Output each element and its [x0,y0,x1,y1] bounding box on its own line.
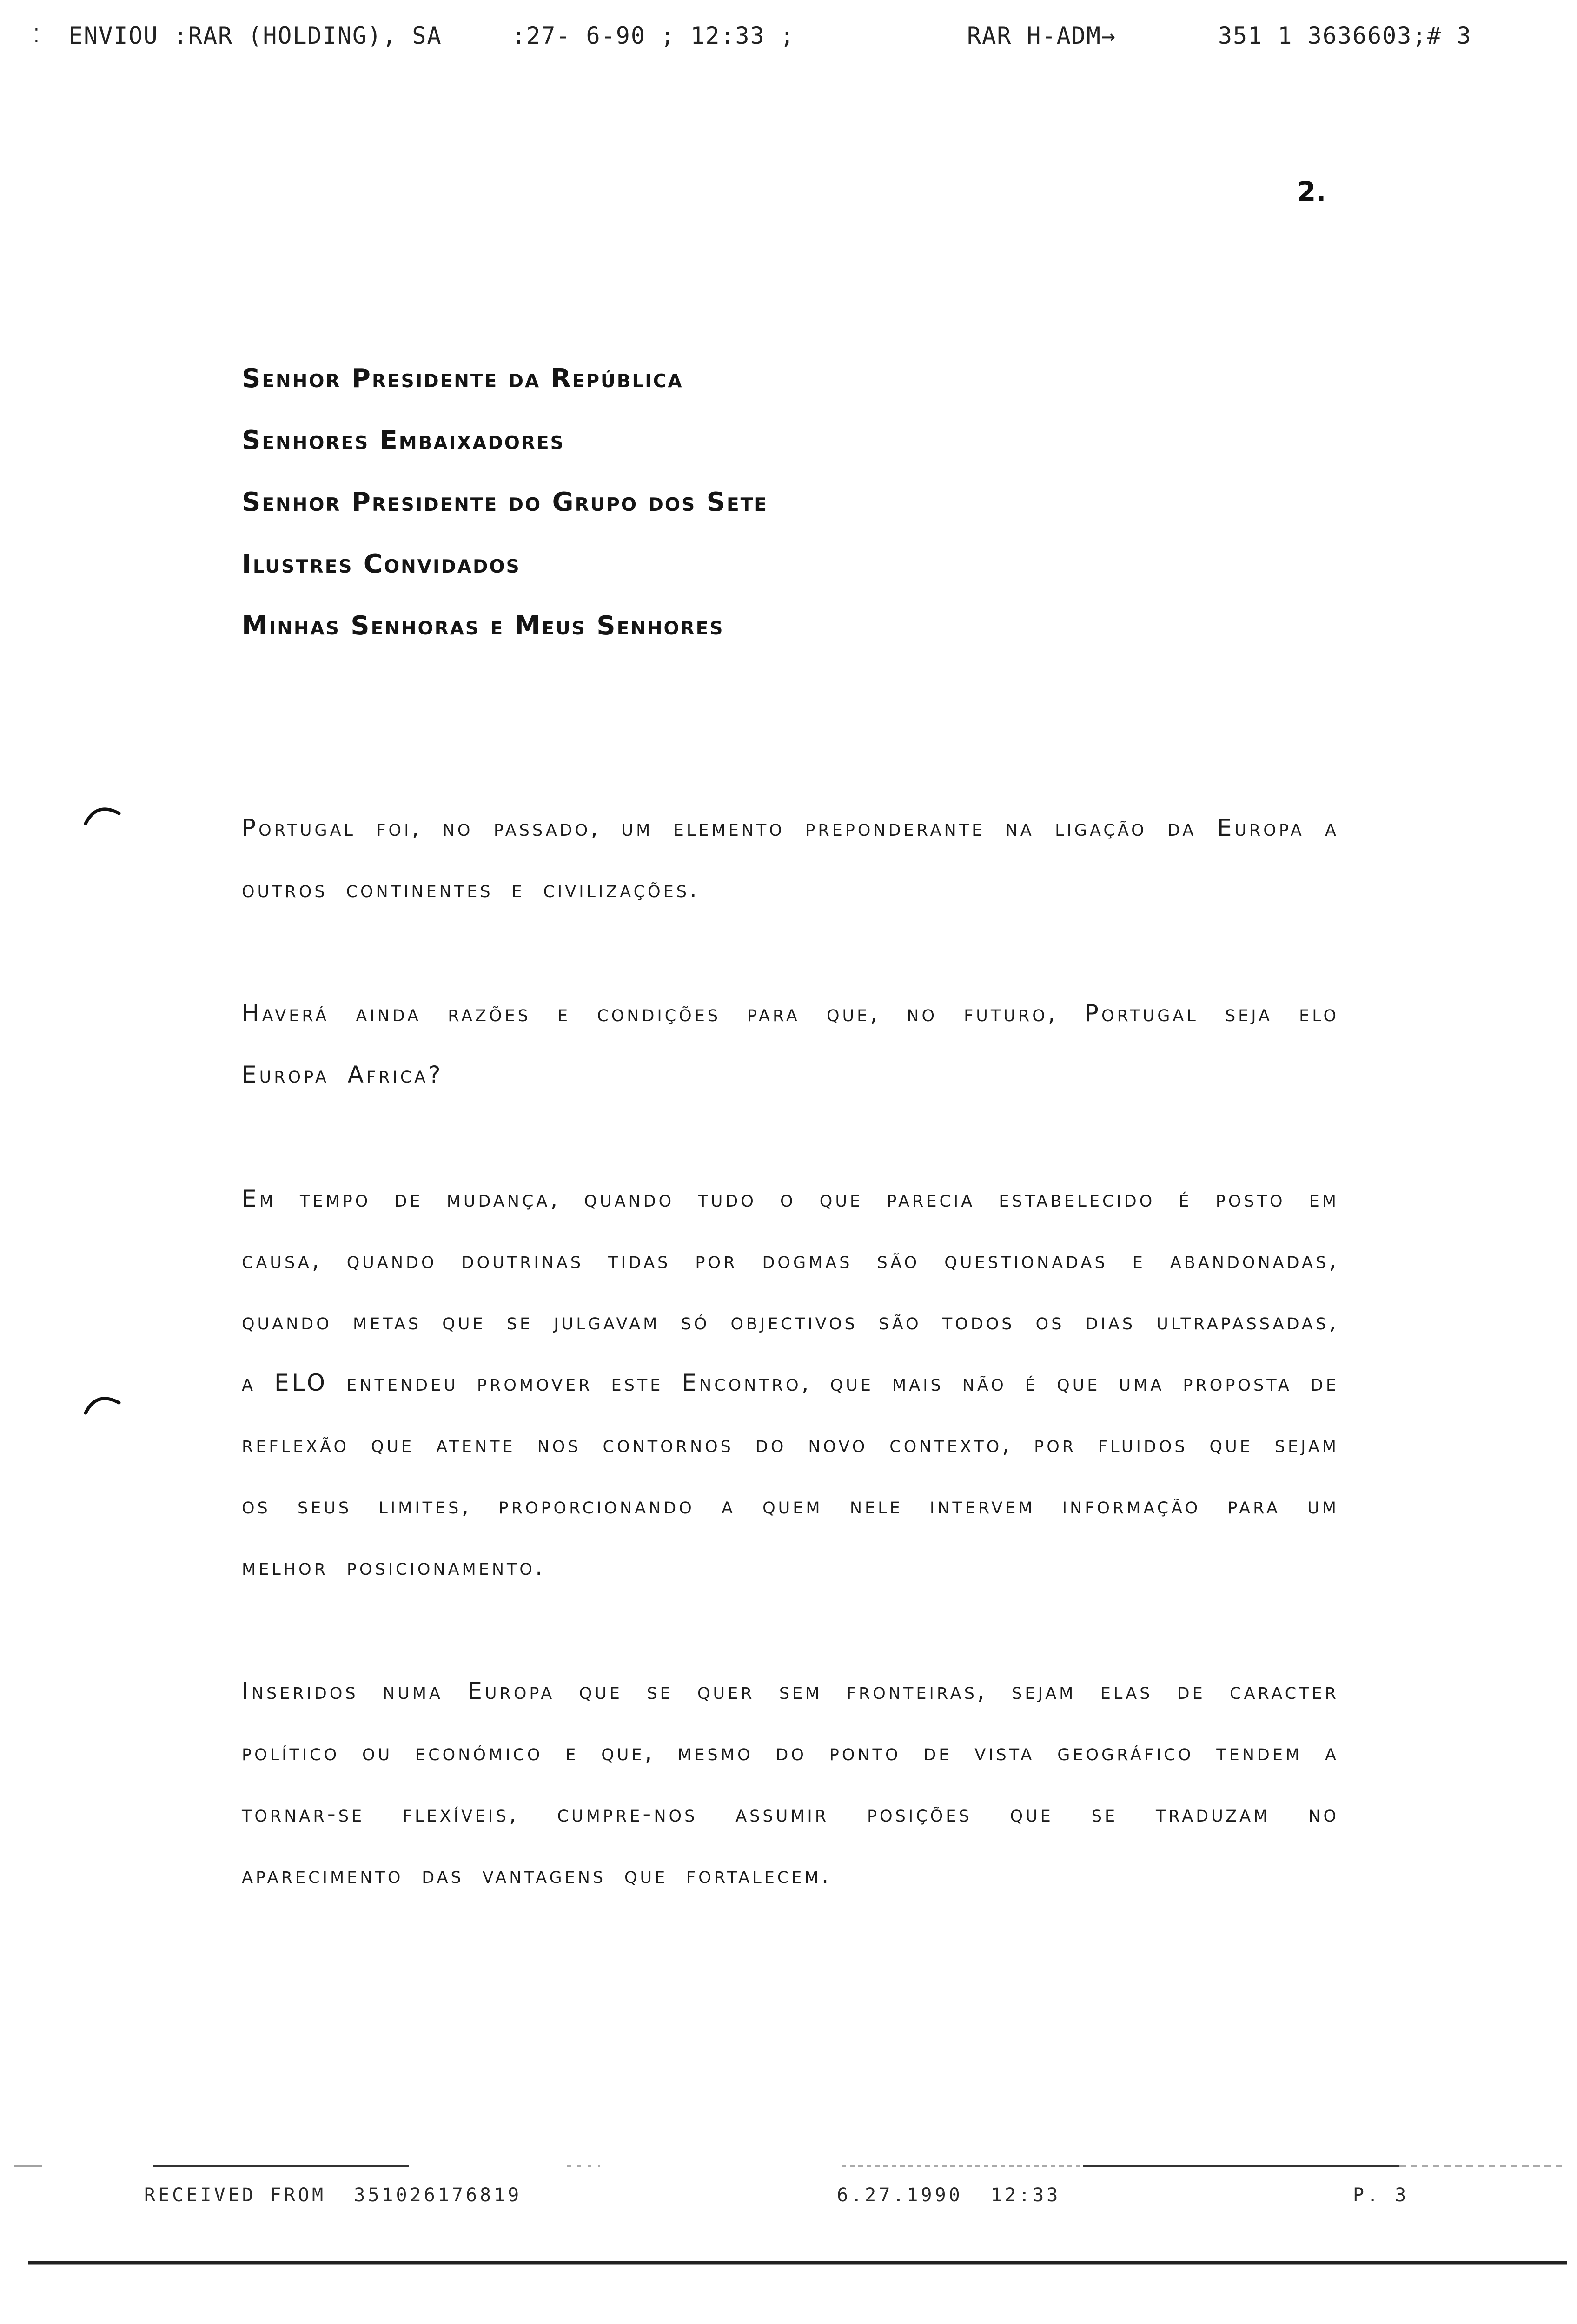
salutation-line: Minhas Senhoras e Meus Senhores [242,611,724,641]
fax-footer-rule [14,2160,1567,2172]
fax-sender: ENVIOU :RAR (HOLDING), SA [69,22,442,49]
fax-datetime: :27- 6-90 ; 12:33 ; [511,22,795,49]
fax-received-footer [0,2185,1577,2222]
page-bottom-rule [28,2260,1567,2265]
page-number: 2. [1297,176,1326,207]
margin-arc-mark-icon [83,799,122,827]
received-from: RECEIVED FROM 351026176819 [144,2185,522,2206]
fax-department: RAR H-ADM→ [967,22,1117,49]
paragraph: Inseridos numa Europa que se quer sem fronteiras, sejam elas de caracter político ou económico e que, mesmo do ponto de vista geográfico tendem a tornar-se flexíveis, cumpre-nos assumir posições que se traduzam no aparecimento das vantagens que fortalecem. [242,1677,1339,1888]
fax-header-marker: ⁚ [33,25,40,46]
paragraph: Haverá ainda razões e condições para que, no futuro, Portugal seja elo Europa Africa? [242,1000,1339,1088]
received-datetime: 6.27.1990 12:33 [837,2185,1061,2206]
salutation-line: Senhor Presidente do Grupo dos Sete [242,487,768,517]
margin-arc-mark-icon [83,1389,122,1417]
salutation-line: Ilustres Convidados [242,549,521,579]
salutation-line: Senhores Embaixadores [242,425,565,456]
body-text [242,797,1339,1968]
paragraph: Em tempo de mudança, quando tudo o que parecia estabelecido é posto em causa, quando doutrinas tidas por dogmas são questionadas e abandonadas, quando metas que se julgavam só objectivos são todos os dias ultrapassadas, a ELO entendeu promover este Encontro, que mais não é que uma proposta de reflexão que atente nos contornos do novo contexto, por fluidos que sejam os seus limites, proporcionando a quem nele intervem informação para um melhor posicionamento. [242,1185,1339,1580]
paragraph: Portugal foi, no passado, um elemento preponderante na ligação da Europa a outros continentes e civilizações. [242,814,1339,903]
fax-transmission-header [0,22,1577,59]
fax-phone-page: 351 1 3636603;# 3 [1218,22,1472,49]
received-page: P. 3 [1353,2185,1409,2206]
salutation-block [242,363,1358,672]
salutation-line: Senhor Presidente da República [242,363,683,394]
